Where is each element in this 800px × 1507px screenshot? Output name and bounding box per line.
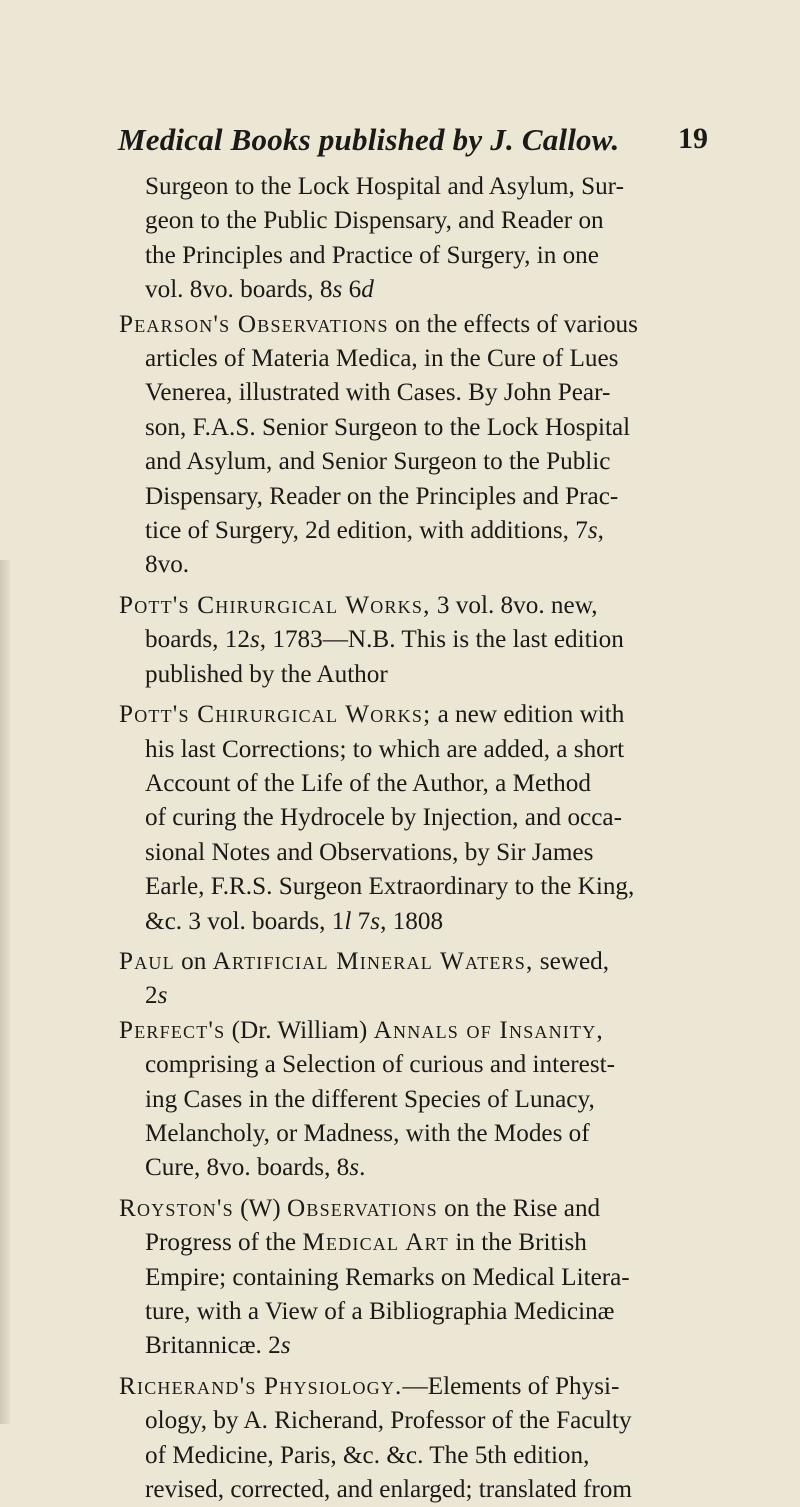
text-run: Pearson's Observations: [119, 310, 389, 338]
running-title: Medical Books published by J. Callow.: [118, 122, 620, 157]
text-run: Account of the Life of the Author, a Method: [145, 769, 591, 797]
text-run: s: [587, 517, 598, 545]
text-line: [119, 308, 679, 342]
text-line: [119, 1439, 679, 1473]
text-run: vol. 8vo. boards, 8: [145, 276, 333, 304]
text-line: [119, 1083, 679, 1117]
text-line: [119, 1226, 679, 1260]
text-line: [119, 801, 679, 835]
text-line: [119, 733, 679, 767]
text-run: son, F.A.S. Senior Surgeon to the Lock Hospital: [145, 413, 631, 441]
text-line: [119, 411, 679, 445]
text-run: sional Notes and Observations, by Sir James: [145, 838, 594, 866]
text-line: [119, 1329, 679, 1363]
text-run: Cure, 8vo. boards, 8: [145, 1154, 350, 1182]
text-run: (W): [233, 1194, 287, 1222]
text-run: Progress of the: [145, 1229, 303, 1257]
text-run: Venerea, illustrated with Cases. By John Pear-: [145, 379, 611, 407]
text-run: ,: [597, 517, 604, 545]
text-line: [119, 945, 679, 979]
text-run: ture, with a View of a Bibliographia Medicinæ: [145, 1298, 615, 1325]
text-line: [119, 480, 679, 514]
text-run: 6: [342, 276, 362, 304]
text-run: on the Rise and: [437, 1194, 601, 1222]
text-line: [119, 623, 679, 657]
text-run: .: [359, 1154, 366, 1182]
text-run: Earle, F.R.S. Surgeon Extraordinary to the King,: [145, 873, 635, 901]
text-line: [119, 1295, 679, 1329]
text-line: [119, 905, 679, 939]
text-run: Melancholy, or Madness, with the Modes of: [145, 1119, 590, 1147]
text-run: Perfect's: [119, 1016, 226, 1044]
text-run: s: [157, 982, 168, 1010]
catalogue-text: [119, 170, 679, 1507]
text-run: in the British: [449, 1229, 587, 1257]
text-run: Pott's Chirurgical Works;: [119, 701, 432, 729]
page-header: [118, 122, 708, 162]
text-run: the Principles and Practice of Surgery, in one: [145, 241, 599, 269]
text-run: , 1808: [380, 907, 444, 935]
text-line: [119, 342, 679, 376]
text-run: Medical Art: [302, 1229, 450, 1257]
text-run: (Dr. William): [225, 1016, 374, 1044]
text-line: [119, 1048, 679, 1082]
text-run: Empire; containing Remarks on Medical Litera-: [145, 1263, 630, 1291]
text-run: tice of Surgery, 2d edition, with additions, 7: [145, 517, 588, 545]
text-run: and Asylum, and Senior Surgeon to the Public: [145, 448, 611, 476]
text-line: [119, 1370, 679, 1404]
text-run: on: [174, 947, 213, 975]
text-run: 8vo.: [145, 551, 190, 579]
text-line: [119, 204, 679, 238]
text-run: ology, by A. Richerand, Professor of the Faculty: [145, 1407, 632, 1435]
text-line: [119, 979, 679, 1013]
text-run: on the effects of various: [388, 310, 638, 338]
text-run: , 1783—N.B. This is the last edition: [259, 626, 624, 654]
text-run: published by the Author: [145, 660, 388, 688]
page-gutter-shadow: [0, 560, 10, 1424]
text-run: 2: [145, 982, 158, 1010]
text-run: Richerand's Physiology.: [119, 1372, 403, 1400]
text-line: [119, 1473, 679, 1507]
text-run: —Elements of Physi-: [402, 1372, 620, 1400]
text-line: [119, 548, 679, 582]
text-line: [119, 767, 679, 801]
text-run: Paul: [119, 947, 175, 975]
text-run: Artificial Mineral Waters,: [212, 947, 534, 975]
text-run: s: [349, 1154, 360, 1182]
text-line: [119, 1151, 679, 1185]
text-line: [119, 1192, 679, 1226]
text-run: a new edition with: [431, 701, 625, 729]
text-run: Pott's Chirurgical Works,: [119, 591, 431, 619]
text-line: [119, 1404, 679, 1438]
text-run: s: [249, 626, 260, 654]
text-line: [119, 376, 679, 410]
text-run: of curing the Hydrocele by Injection, and occa-: [145, 804, 622, 832]
text-run: 3 vol. 8vo. new,: [430, 591, 598, 619]
text-run: geon to the Public Dispensary, and Reader on: [145, 207, 604, 235]
text-run: Annals of Insanity,: [373, 1016, 604, 1044]
text-run: l: [344, 907, 352, 935]
text-line: [119, 698, 679, 732]
text-run: Dispensary, Reader on the Principles and Prac-: [145, 482, 619, 510]
text-line: [119, 1014, 679, 1048]
text-run: Surgeon to the Lock Hospital and Asylum, Sur-: [145, 173, 624, 200]
text-run: of Medicine, Paris, &c. &c. The 5th edition,: [145, 1441, 590, 1469]
text-run: boards, 12: [145, 626, 250, 654]
text-run: d: [361, 276, 374, 304]
text-run: &c. 3 vol. boards, 1: [145, 907, 345, 935]
text-run: s: [280, 1332, 291, 1360]
text-run: Royston's: [119, 1194, 234, 1222]
text-run: sewed,: [533, 947, 610, 975]
text-line: [119, 1117, 679, 1151]
text-run: revised, corrected, and enlarged; translated from: [145, 1476, 632, 1504]
text-run: articles of Materia Medica, in the Cure of Lues: [145, 345, 619, 373]
text-line: [119, 445, 679, 479]
text-run: ing Cases in the different Species of Lunacy,: [145, 1085, 595, 1113]
text-line: [119, 170, 679, 204]
text-line: [119, 1261, 679, 1295]
text-run: s: [332, 276, 343, 304]
text-run: 7: [351, 907, 371, 935]
text-run: his last Corrections; to which are added, a short: [145, 735, 625, 763]
page-number: 19: [678, 122, 708, 155]
text-line: [119, 658, 679, 692]
text-run: Britannicæ. 2: [145, 1332, 281, 1360]
text-line: [119, 514, 679, 548]
text-line: [119, 273, 679, 307]
text-line: [119, 589, 679, 623]
text-run: Observations: [286, 1194, 438, 1222]
text-run: comprising a Selection of curious and interest-: [145, 1051, 616, 1079]
text-line: [119, 870, 679, 904]
text-run: s: [370, 907, 381, 935]
text-line: [119, 239, 679, 273]
text-line: [119, 836, 679, 870]
